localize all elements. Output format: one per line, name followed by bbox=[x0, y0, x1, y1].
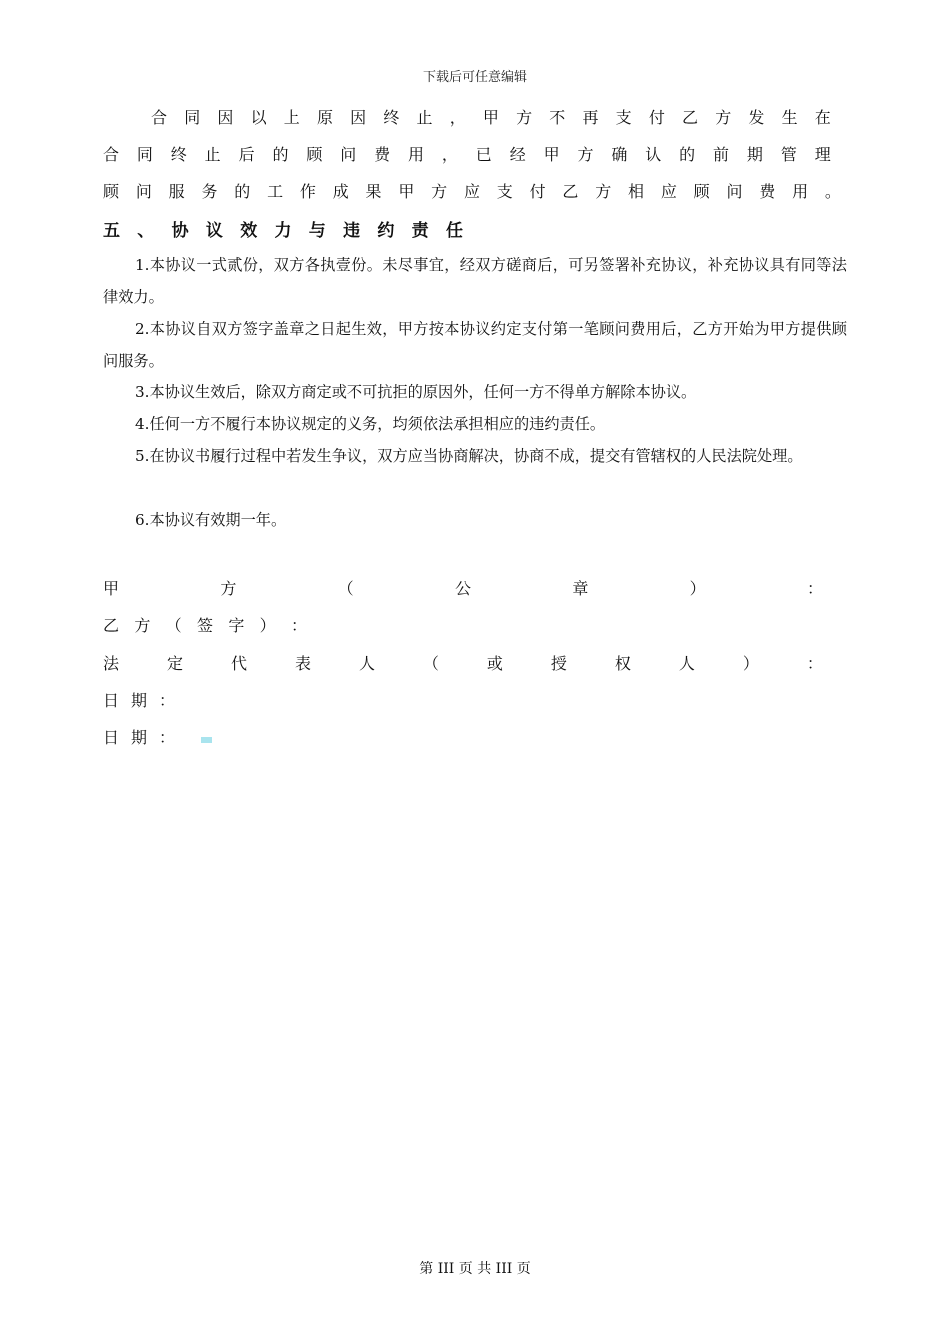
header-note: 下载后可任意编辑 bbox=[422, 70, 527, 85]
signature-date-1: 日 期 ： bbox=[103, 690, 175, 710]
signature-party-a: 甲 方 （ 公 章 ） ： bbox=[103, 578, 823, 598]
clause-6: 6.本协议有效期一年。 bbox=[135, 511, 287, 529]
clause-4: 4.任何一方不履行本协议规定的义务，均须依法承担相应的违约责任。 bbox=[135, 415, 606, 433]
continuation-line-3: 顾 问 服 务 的 工 作 成 果 甲 方 应 支 付 乙 方 相 应 顾 问 费 用 。 bbox=[103, 181, 841, 201]
signature-party-b: 乙 方 （ 签 字 ） ： bbox=[103, 615, 307, 635]
clause-3: 3.本协议生效后，除双方商定或不可抗拒的原因外，任何一方不得单方解除本协议。 bbox=[135, 383, 697, 401]
page-footer: 第 III 页 共 III 页 bbox=[419, 1261, 531, 1277]
clause-1: 1.本协议一式贰份，双方各执壹份。未尽事宜，经双方磋商后，可另签署补充协议，补充协议具有同等法律效力。 bbox=[103, 256, 847, 306]
signature-legal-rep: 法 定 代 表 人 （ 或 授 权 人 ） ： bbox=[103, 653, 823, 673]
signature-date-2: 日 期 ： bbox=[103, 727, 175, 747]
clause-2: 2.本协议自双方签字盖章之日起生效，甲方按本协议约定支付第一笔顾问费用后，乙方开始为甲方提供顾问服务。 bbox=[103, 320, 847, 370]
continuation-line-1: 合 同 因 以 上 原 因 终 止 ， 甲 方 不 再 支 付 乙 方 发 生 在 bbox=[151, 107, 831, 127]
highlight-marker bbox=[201, 737, 212, 743]
section-heading: 五 、 协 议 效 力 与 违 约 责 任 bbox=[103, 220, 463, 241]
clause-5: 5.在协议书履行过程中若发生争议，双方应当协商解决，协商不成，提交有管辖权的人民法院处理。 bbox=[135, 447, 803, 465]
continuation-line-2: 合 同 终 止 后 的 顾 问 费 用 ， 已 经 甲 方 确 认 的 前 期 管 理 bbox=[103, 144, 831, 164]
